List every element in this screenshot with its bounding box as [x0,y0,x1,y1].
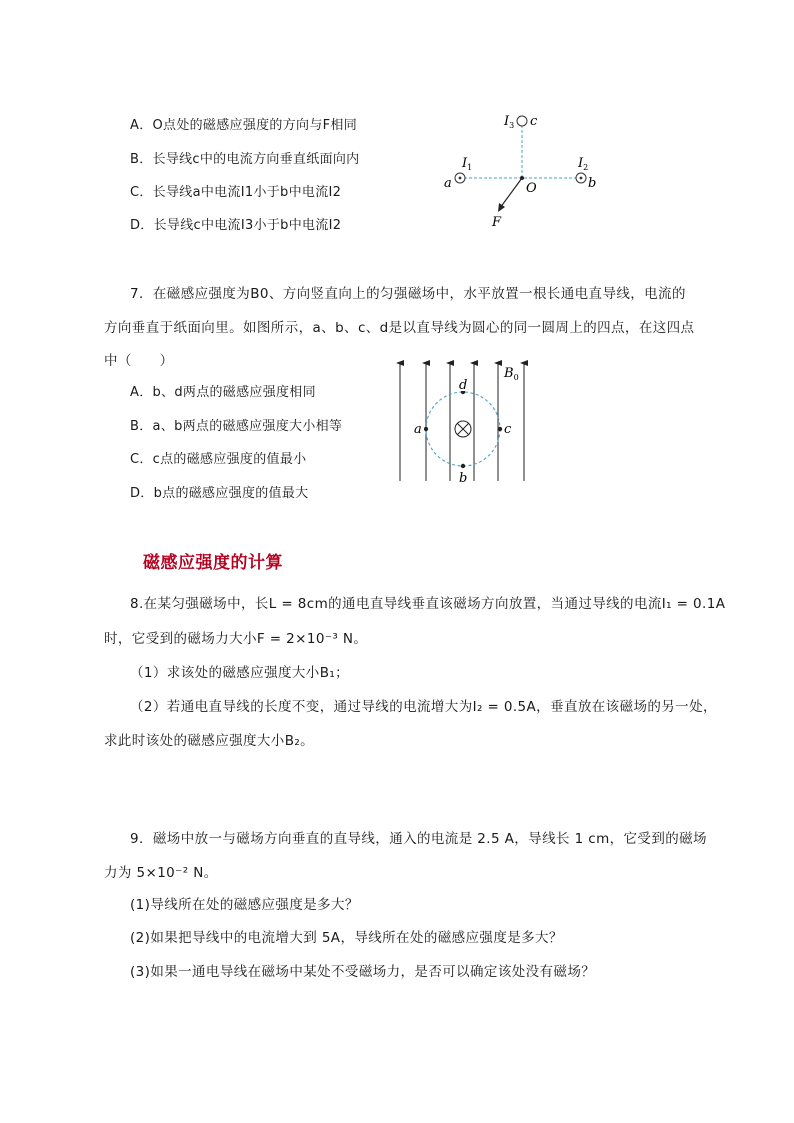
q7-option-a: A．b、d两点的磁感应强度相同 [130,385,316,400]
q8-stem-line1: 8.在某匀强磁场中，长L = 8cm的通电直导线垂直该磁场方向放置，当通过导线的电流I₁ = 0.1A [130,596,726,612]
label-c: c [504,422,512,437]
q7-option-c: C．c点的磁感应强度的值最小 [130,452,307,467]
q7-stem-line3: 中（ ） [104,353,174,369]
q6-option-b: B．长导线c中的电流方向垂直纸面向内 [130,152,360,167]
label-c: c [530,114,538,129]
q8-part2-line2: 求此时该处的磁感应强度大小B₂。 [104,733,315,749]
label-i3: $I_3$ [504,114,515,130]
label-b: b [459,471,468,485]
wire-b-dot [580,177,583,180]
section-title: 磁感应强度的计算 [143,553,283,573]
q7-stem-line2: 方向垂直于纸面向里。如图所示，a、b、c、d是以直导线为圆心的同一圆周上的四点，在这四点 [104,320,695,336]
q9-part3: (3)如果一通电导线在磁场中某处不受磁场力，是否可以确定该处没有磁场？ [130,964,596,980]
q8-part1: （1）求该处的磁感应强度大小B₁； [130,665,350,681]
label-b0: $B_0$ [504,366,519,382]
q8-part2-line1: （2）若通电直导线的长度不变，通过导线的电流增大为I₂ = 0.5A，垂直放在该磁场的另一处， [130,699,717,715]
point-c [498,427,502,431]
q9-part2: (2)如果把导线中的电流增大到 5A，导线所在处的磁感应强度是多大？ [130,930,563,946]
q9-stem-line1: 9．磁场中放一与磁场方向垂直的直导线，通入的电流是 2.5 A，导线长 1 cm，它受到的磁场 [130,831,707,847]
label-d: d [459,378,468,393]
wire-a-dot [459,177,462,180]
label-b: b [588,176,597,191]
label-i1: $I_1$ [462,156,473,172]
label-i2: $I_2$ [578,156,589,172]
q7-option-d: D．b点的磁感应强度的值最大 [130,486,309,501]
q6-option-a: A．O点处的磁感应强度的方向与F相同 [130,118,358,133]
label-a: a [414,422,422,437]
force-arrow-shaft [500,178,522,208]
label-a: a [444,176,452,191]
q6-figure [440,105,610,235]
wire-c-circle [517,116,527,126]
label-o: O [526,181,537,196]
label-f: F [492,215,502,230]
q9-stem-line2: 力为 5×10⁻² N。 [104,865,218,881]
q8-stem-line2: 时，它受到的磁场力大小F = 2×10⁻³ N。 [104,631,368,647]
force-arrow-head [498,203,505,212]
q7-stem-line1: 7．在磁感应强度为B0、方向竖直向上的匀强磁场中，水平放置一根长通电直导线，电流的 [130,286,686,302]
q7-figure [390,355,540,485]
q6-option-c: C．长导线a中电流I1小于b中电流I2 [130,185,342,200]
point-a [424,427,428,431]
q9-part1: (1)导线所在处的磁感应强度是多大？ [130,897,359,913]
point-b [461,464,465,468]
q7-option-b: B．a、b两点的磁感应强度大小相等 [130,419,343,434]
q6-option-d: D．长导线c中电流I3小于b中电流I2 [130,218,342,233]
